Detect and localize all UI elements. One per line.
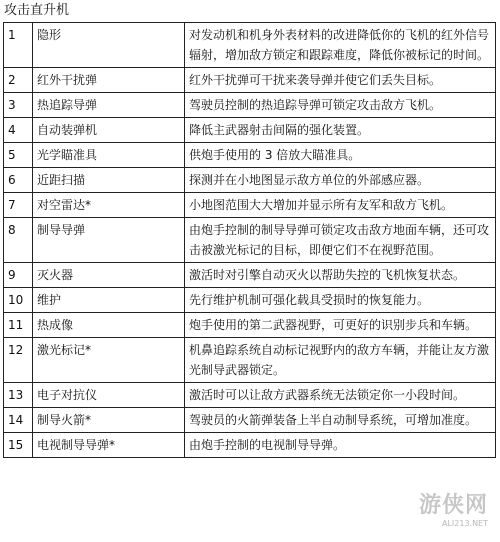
upgrade-description: 由炮手控制的电视制导导弹。 bbox=[185, 433, 496, 458]
table-row bbox=[4, 93, 496, 118]
table-row bbox=[4, 263, 496, 288]
upgrades-table bbox=[3, 22, 496, 458]
upgrade-name: 隐形 bbox=[33, 23, 185, 68]
upgrade-description: 激活时对引擎自动灭火以帮助失控的飞机恢复状态。 bbox=[185, 263, 496, 288]
row-number: 5 bbox=[4, 143, 33, 168]
page-title: 攻击直升机 bbox=[4, 3, 70, 18]
row-number: 10 bbox=[4, 288, 33, 313]
upgrade-description: 供炮手使用的 3 倍放大瞄准具。 bbox=[185, 143, 496, 168]
row-number: 2 bbox=[4, 68, 33, 93]
upgrade-description: 由炮手控制的制导导弹可锁定攻击敌方地面车辆，还可攻击被激光标记的目标，即便它们不在视野范围。 bbox=[185, 218, 496, 263]
upgrade-name: 电子对抗仪 bbox=[33, 383, 185, 408]
upgrade-description: 降低主武器射击间隔的强化装置。 bbox=[185, 118, 496, 143]
row-number: 12 bbox=[4, 338, 33, 383]
upgrade-name: 近距扫描 bbox=[33, 168, 185, 193]
upgrade-name: 灭火器 bbox=[33, 263, 185, 288]
upgrade-name: 维护 bbox=[33, 288, 185, 313]
table-row bbox=[4, 433, 496, 458]
upgrade-description: 对发动机和机身外表材料的改进降低你的飞机的红外信号辐射，增加敌方锁定和跟踪难度，降低你被标记的时间。 bbox=[185, 23, 496, 68]
table-row bbox=[4, 218, 496, 263]
upgrade-description: 激活时可以让敌方武器系统无法锁定你一小段时间。 bbox=[185, 383, 496, 408]
upgrade-name: 光学瞄准具 bbox=[33, 143, 185, 168]
upgrade-description: 驾驶员控制的热追踪导弹可锁定攻击敌方飞机。 bbox=[185, 93, 496, 118]
row-number: 9 bbox=[4, 263, 33, 288]
row-number: 8 bbox=[4, 218, 33, 263]
table-row bbox=[4, 68, 496, 93]
upgrade-name: 制导导弹 bbox=[33, 218, 185, 263]
upgrade-name: 热追踪导弹 bbox=[33, 93, 185, 118]
table-row bbox=[4, 118, 496, 143]
upgrade-description: 探测并在小地图显示敌方单位的外部感应器。 bbox=[185, 168, 496, 193]
upgrade-name: 自动装弹机 bbox=[33, 118, 185, 143]
upgrade-name: 对空雷达* bbox=[33, 193, 185, 218]
table-row bbox=[4, 408, 496, 433]
upgrade-description: 机鼻追踪系统自动标记视野内的敌方车辆，并能让友方激光制导武器锁定。 bbox=[185, 338, 496, 383]
upgrade-description: 炮手使用的第二武器视野，可更好的识别步兵和车辆。 bbox=[185, 313, 496, 338]
table-row bbox=[4, 338, 496, 383]
table-row bbox=[4, 23, 496, 68]
row-number: 11 bbox=[4, 313, 33, 338]
upgrade-name: 激光标记* bbox=[33, 338, 185, 383]
table-row bbox=[4, 313, 496, 338]
row-number: 1 bbox=[4, 23, 33, 68]
upgrade-name: 红外干扰弹 bbox=[33, 68, 185, 93]
upgrade-description: 小地图范围大大增加并显示所有友军和敌方飞机。 bbox=[185, 193, 496, 218]
watermark-logo bbox=[419, 488, 488, 528]
table-row bbox=[4, 383, 496, 408]
row-number: 3 bbox=[4, 93, 33, 118]
row-number: 6 bbox=[4, 168, 33, 193]
row-number: 13 bbox=[4, 383, 33, 408]
row-number: 4 bbox=[4, 118, 33, 143]
table-row bbox=[4, 143, 496, 168]
upgrade-name: 制导火箭* bbox=[33, 408, 185, 433]
row-number: 14 bbox=[4, 408, 33, 433]
upgrade-description: 驾驶员的火箭弹装备上半自动制导系统，可增加准度。 bbox=[185, 408, 496, 433]
table-row bbox=[4, 193, 496, 218]
table-row bbox=[4, 168, 496, 193]
table-row bbox=[4, 288, 496, 313]
row-number: 15 bbox=[4, 433, 33, 458]
upgrade-name: 热成像 bbox=[33, 313, 185, 338]
upgrade-description: 红外干扰弹可干扰来袭导弹并使它们丢失目标。 bbox=[185, 68, 496, 93]
upgrade-description: 先行维护机制可强化载具受损时的恢复能力。 bbox=[185, 288, 496, 313]
watermark-url: ALI213.NET bbox=[441, 519, 488, 528]
upgrade-name: 电视制导导弹* bbox=[33, 433, 185, 458]
watermark-brand: 游侠网 bbox=[418, 493, 488, 518]
row-number: 7 bbox=[4, 193, 33, 218]
